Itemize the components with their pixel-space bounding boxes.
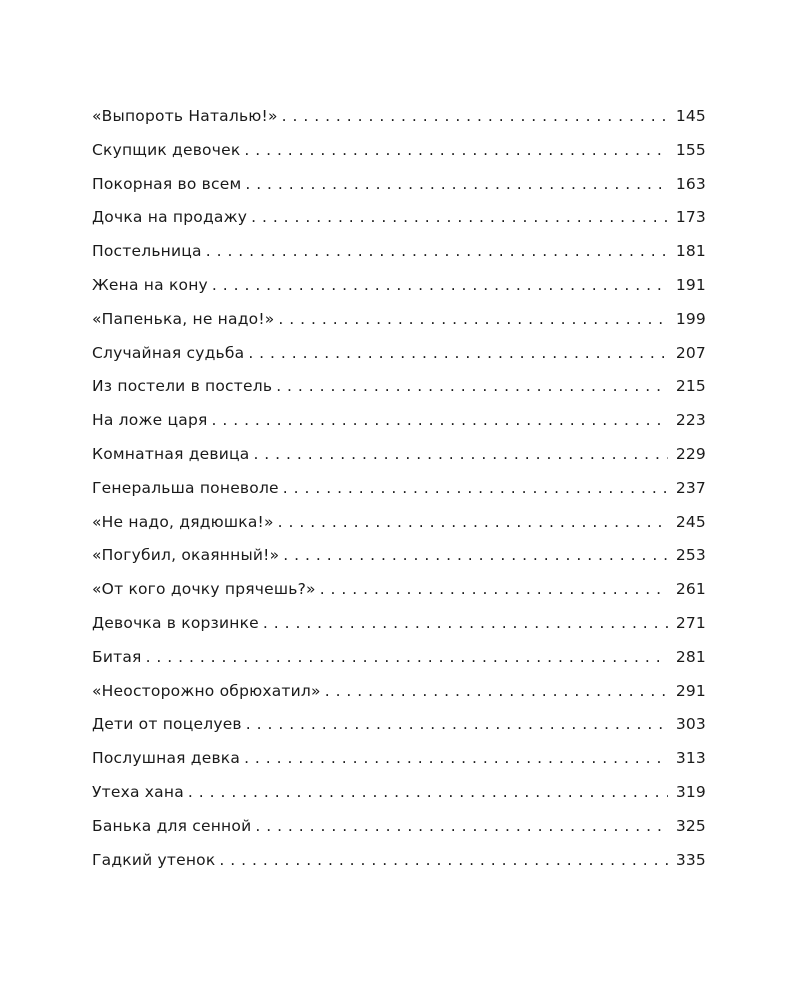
toc-dot-leader	[245, 175, 668, 193]
toc-entry-page: 155	[675, 140, 706, 159]
toc-entry	[92, 851, 706, 885]
toc-entry-page: 303	[675, 715, 706, 734]
toc-entry-title: Дочка на продажу	[92, 208, 248, 227]
toc-entry-page: 281	[675, 647, 706, 666]
toc-dot-leader	[255, 817, 668, 835]
toc-dot-leader	[283, 546, 668, 564]
toc-entry-title: Банька для сенной	[92, 816, 252, 835]
toc-entry	[92, 242, 706, 276]
toc-entry	[92, 411, 706, 445]
toc-entry-title: Жена на кону	[92, 275, 208, 294]
toc-dot-leader	[251, 208, 668, 226]
toc-entry	[92, 817, 706, 851]
toc-entry-page: 237	[675, 478, 706, 497]
toc-dot-leader	[253, 445, 668, 463]
toc-entry	[92, 479, 706, 513]
toc-dot-leader	[146, 648, 668, 666]
toc-entry	[92, 445, 706, 479]
toc-entry	[92, 344, 706, 378]
toc-entry-page: 229	[675, 444, 706, 463]
toc-dot-leader	[244, 749, 668, 767]
toc-dot-leader	[206, 242, 668, 260]
toc-dot-leader	[325, 682, 668, 700]
toc-entry-page: 319	[675, 782, 706, 801]
toc-dot-leader	[276, 377, 668, 395]
toc-entry	[92, 208, 706, 242]
toc-entry-title: Гадкий утенок	[92, 850, 216, 869]
toc-entry-title: Дети от поцелуев	[92, 715, 242, 734]
toc-dot-leader	[212, 276, 668, 294]
toc-dot-leader	[248, 344, 668, 362]
toc-dot-leader	[320, 580, 668, 598]
toc-entry-page: 335	[675, 850, 706, 869]
toc-entry-title: Послушная девка	[92, 749, 241, 768]
toc-entry-title: Генеральша поневоле	[92, 478, 279, 497]
toc-entry-title: Девочка в корзинке	[92, 613, 259, 632]
toc-entry	[92, 377, 706, 411]
toc-dot-leader	[219, 851, 668, 869]
toc-entry-page: 207	[675, 343, 706, 362]
toc-entry-page: 181	[675, 242, 706, 261]
toc-entry-title: «Неосторожно обрюхатил»	[92, 681, 321, 700]
toc-dot-leader	[278, 310, 668, 328]
toc-entry-page: 199	[675, 309, 706, 328]
toc-entry-page: 145	[675, 107, 706, 125]
toc-dot-leader	[212, 411, 668, 429]
toc-dot-leader	[246, 715, 668, 733]
toc-entry-page: 191	[675, 275, 706, 294]
toc-entry	[92, 749, 706, 783]
toc-dot-leader	[278, 513, 668, 531]
toc-dot-leader	[244, 141, 668, 159]
toc-entry	[92, 682, 706, 716]
toc-entry-page: 223	[675, 411, 706, 430]
toc-entry-page: 271	[675, 613, 706, 632]
toc-entry	[92, 141, 706, 175]
toc-entry-page: 291	[675, 681, 706, 700]
toc-entry-title: «Не надо, дядюшка!»	[92, 512, 274, 531]
toc-entry-page: 163	[675, 174, 706, 193]
toc-entry-title: Постельница	[92, 242, 202, 261]
toc-dot-leader	[188, 783, 668, 801]
toc-dot-leader	[283, 479, 668, 497]
toc-dot-leader	[263, 614, 668, 632]
toc-entry	[92, 107, 706, 141]
toc-entry-page: 325	[675, 816, 706, 835]
toc-entry-page: 313	[675, 749, 706, 768]
toc-entry-page: 245	[675, 512, 706, 531]
toc-entry	[92, 513, 706, 547]
toc-entry	[92, 783, 706, 817]
toc-entry-title: На ложе царя	[92, 411, 208, 430]
toc-entry	[92, 614, 706, 648]
toc-entry-page: 215	[675, 377, 706, 396]
toc-entry	[92, 580, 706, 614]
toc-dot-leader	[282, 107, 668, 125]
toc-entry-title: Комнатная девица	[92, 444, 250, 463]
toc-entry-title: Покорная во всем	[92, 174, 242, 193]
table-of-contents	[92, 107, 706, 884]
toc-entry	[92, 175, 706, 209]
toc-entry-title: «Выпороть Наталью!»	[92, 107, 278, 125]
toc-entry-page: 173	[675, 208, 706, 227]
toc-entry	[92, 546, 706, 580]
toc-entry-title: «От кого дочку прячешь?»	[92, 580, 316, 599]
toc-entry-title: Случайная судьба	[92, 343, 245, 362]
toc-entry	[92, 648, 706, 682]
toc-entry-title: Из постели в постель	[92, 377, 273, 396]
toc-entry-title: «Папенька, не надо!»	[92, 309, 275, 328]
toc-entry	[92, 715, 706, 749]
toc-entry-title: Скупщик девочек	[92, 140, 241, 159]
toc-entry-page: 261	[675, 580, 706, 599]
toc-entry	[92, 276, 706, 310]
toc-entry-title: Битая	[92, 647, 142, 666]
toc-entry	[92, 310, 706, 344]
toc-entry-page: 253	[675, 546, 706, 565]
toc-entry-title: Утеха хана	[92, 782, 184, 801]
toc-entry-title: «Погубил, окаянный!»	[92, 546, 280, 565]
